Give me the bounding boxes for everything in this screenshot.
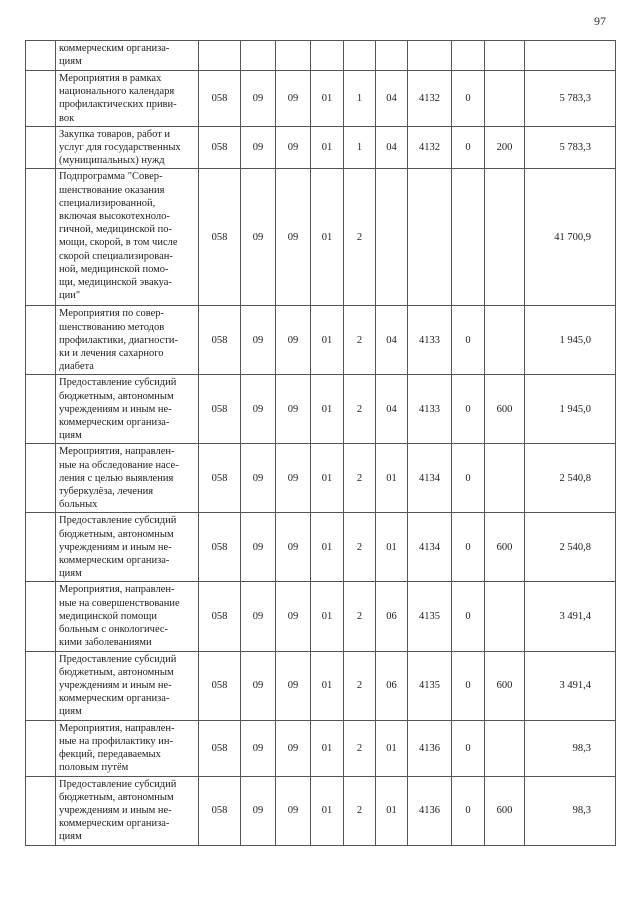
row-ved-code: 058 xyxy=(199,375,241,444)
row-amount: 1 945,0 xyxy=(525,375,616,444)
row-amount xyxy=(525,41,616,71)
table-row xyxy=(26,776,616,845)
row-program-code: 01 xyxy=(311,513,344,582)
row-direction-code xyxy=(408,169,452,306)
row-blank-cell xyxy=(26,169,56,306)
row-program-code: 01 xyxy=(311,126,344,169)
row-program-code: 01 xyxy=(311,651,344,720)
row-subprogram-code: 1 xyxy=(344,71,376,127)
row-subprogram-code xyxy=(344,41,376,71)
row-name: Предоставление субсидий бюджетным, автономным учреждениям и иным не- коммерческим организа- циям xyxy=(56,375,199,444)
row-name: Мероприятия в рамках национального календаря профилактических приви- вок xyxy=(56,71,199,127)
row-name: Предоставление субсидий бюджетным, автономным учреждениям и иным не- коммерческим организа- циям xyxy=(56,513,199,582)
row-name: Подпрограмма "Совер- шенствование оказания специализированной, включая высокотехноло- гичной, медицинской по- мощи, скорой, в том числе скорой специализирован- ной, медицинской помо- щи, медицинской эвакуа- ции" xyxy=(56,169,199,306)
row-direction-code: 4132 xyxy=(408,71,452,127)
row-expense-type-code: 600 xyxy=(485,776,525,845)
row-direction-code: 4132 xyxy=(408,126,452,169)
row-subprogram-code: 2 xyxy=(344,582,376,651)
row-amount: 5 783,3 xyxy=(525,126,616,169)
row-subsection-code: 09 xyxy=(276,720,311,776)
row-expense-type-code: 600 xyxy=(485,375,525,444)
row-event-code: 01 xyxy=(376,720,408,776)
row-ved-code: 058 xyxy=(199,776,241,845)
row-subsection-code: 09 xyxy=(276,375,311,444)
row-subprogram-code: 1 xyxy=(344,126,376,169)
page-number: 97 xyxy=(594,14,606,28)
row-blank-cell xyxy=(26,126,56,169)
row-expense-type-code: 600 xyxy=(485,651,525,720)
row-ved-code: 058 xyxy=(199,169,241,306)
row-expense-type-code: 200 xyxy=(485,126,525,169)
row-event-code: 01 xyxy=(376,444,408,513)
row-expense-type-code xyxy=(485,444,525,513)
row-amount: 5 783,3 xyxy=(525,71,616,127)
row-direction-code: 4136 xyxy=(408,776,452,845)
row-name: Закупка товаров, работ и услуг для государственных (муниципальных) нужд xyxy=(56,126,199,169)
row-section-code: 09 xyxy=(241,169,276,306)
table-row xyxy=(26,126,616,169)
row-amount: 98,3 xyxy=(525,720,616,776)
row-subprogram-code: 2 xyxy=(344,513,376,582)
table-row xyxy=(26,651,616,720)
row-subprogram-code: 2 xyxy=(344,375,376,444)
row-expense-type-code xyxy=(485,169,525,306)
row-target-code xyxy=(452,41,485,71)
row-program-code: 01 xyxy=(311,306,344,375)
row-target-code: 0 xyxy=(452,513,485,582)
row-ved-code: 058 xyxy=(199,720,241,776)
row-blank-cell xyxy=(26,776,56,845)
row-event-code: 04 xyxy=(376,71,408,127)
row-event-code: 04 xyxy=(376,306,408,375)
row-event-code: 01 xyxy=(376,513,408,582)
row-program-code: 01 xyxy=(311,375,344,444)
row-ved-code: 058 xyxy=(199,582,241,651)
row-blank-cell xyxy=(26,444,56,513)
row-section-code: 09 xyxy=(241,513,276,582)
row-name: Мероприятия по совер- шенствованию методов профилактики, диагности- ки и лечения сахарного диабета xyxy=(56,306,199,375)
row-target-code: 0 xyxy=(452,375,485,444)
row-amount: 1 945,0 xyxy=(525,306,616,375)
row-section-code: 09 xyxy=(241,306,276,375)
row-amount: 3 491,4 xyxy=(525,651,616,720)
row-section-code: 09 xyxy=(241,720,276,776)
row-section-code: 09 xyxy=(241,444,276,513)
row-ved-code: 058 xyxy=(199,71,241,127)
row-direction-code: 4135 xyxy=(408,651,452,720)
row-program-code: 01 xyxy=(311,582,344,651)
row-expense-type-code: 600 xyxy=(485,513,525,582)
row-subsection-code: 09 xyxy=(276,126,311,169)
row-amount: 41 700,9 xyxy=(525,169,616,306)
row-direction-code xyxy=(408,41,452,71)
table-row xyxy=(26,720,616,776)
row-subprogram-code: 2 xyxy=(344,169,376,306)
row-subsection-code: 09 xyxy=(276,306,311,375)
row-name: Мероприятия, направлен- ные на обследование насе- ления с целью выявления туберкулёза, лечения больных xyxy=(56,444,199,513)
table-row xyxy=(26,169,616,306)
row-subprogram-code: 2 xyxy=(344,306,376,375)
row-program-code: 01 xyxy=(311,720,344,776)
row-expense-type-code xyxy=(485,71,525,127)
row-ved-code xyxy=(199,41,241,71)
table-row xyxy=(26,513,616,582)
row-section-code: 09 xyxy=(241,582,276,651)
row-direction-code: 4133 xyxy=(408,375,452,444)
row-subsection-code: 09 xyxy=(276,71,311,127)
row-target-code: 0 xyxy=(452,776,485,845)
row-subprogram-code: 2 xyxy=(344,651,376,720)
row-expense-type-code xyxy=(485,582,525,651)
row-blank-cell xyxy=(26,513,56,582)
row-ved-code: 058 xyxy=(199,444,241,513)
row-target-code: 0 xyxy=(452,444,485,513)
row-blank-cell xyxy=(26,582,56,651)
row-target-code: 0 xyxy=(452,306,485,375)
row-expense-type-code xyxy=(485,720,525,776)
row-section-code: 09 xyxy=(241,651,276,720)
row-program-code xyxy=(311,41,344,71)
row-blank-cell xyxy=(26,651,56,720)
row-target-code: 0 xyxy=(452,582,485,651)
row-subsection-code: 09 xyxy=(276,513,311,582)
row-target-code: 0 xyxy=(452,71,485,127)
row-amount: 98,3 xyxy=(525,776,616,845)
row-subsection-code: 09 xyxy=(276,169,311,306)
row-program-code: 01 xyxy=(311,776,344,845)
row-subsection-code: 09 xyxy=(276,444,311,513)
row-expense-type-code xyxy=(485,41,525,71)
row-ved-code: 058 xyxy=(199,651,241,720)
row-ved-code: 058 xyxy=(199,306,241,375)
row-blank-cell xyxy=(26,720,56,776)
row-blank-cell xyxy=(26,375,56,444)
row-event-code: 06 xyxy=(376,651,408,720)
row-subsection-code: 09 xyxy=(276,582,311,651)
row-blank-cell xyxy=(26,41,56,71)
row-subprogram-code: 2 xyxy=(344,444,376,513)
budget-table xyxy=(25,40,616,846)
row-subprogram-code: 2 xyxy=(344,776,376,845)
row-name: Мероприятия, направлен- ные на профилактику ин- фекций, передаваемых половым путём xyxy=(56,720,199,776)
row-event-code xyxy=(376,41,408,71)
row-program-code: 01 xyxy=(311,71,344,127)
row-ved-code: 058 xyxy=(199,513,241,582)
row-event-code: 04 xyxy=(376,126,408,169)
row-target-code: 0 xyxy=(452,651,485,720)
row-event-code: 04 xyxy=(376,375,408,444)
row-name: Предоставление субсидий бюджетным, автономным учреждениям и иным не- коммерческим организа- циям xyxy=(56,776,199,845)
row-direction-code: 4133 xyxy=(408,306,452,375)
row-section-code: 09 xyxy=(241,776,276,845)
row-name: Предоставление субсидий бюджетным, автономным учреждениям и иным не- коммерческим организа- циям xyxy=(56,651,199,720)
row-direction-code: 4134 xyxy=(408,513,452,582)
row-subsection-code xyxy=(276,41,311,71)
row-subprogram-code: 2 xyxy=(344,720,376,776)
table-row xyxy=(26,71,616,127)
row-program-code: 01 xyxy=(311,444,344,513)
row-blank-cell xyxy=(26,306,56,375)
table-row xyxy=(26,582,616,651)
row-name: Мероприятия, направлен- ные на совершенствование медицинской помощи больным с онкологичес- кими заболеваниями xyxy=(56,582,199,651)
table-row xyxy=(26,41,616,71)
row-amount: 2 540,8 xyxy=(525,513,616,582)
row-subsection-code: 09 xyxy=(276,651,311,720)
row-amount: 3 491,4 xyxy=(525,582,616,651)
row-amount: 2 540,8 xyxy=(525,444,616,513)
table-row xyxy=(26,375,616,444)
row-section-code: 09 xyxy=(241,126,276,169)
row-target-code: 0 xyxy=(452,720,485,776)
row-blank-cell xyxy=(26,71,56,127)
row-section-code xyxy=(241,41,276,71)
row-name: коммерческим организа- циям xyxy=(56,41,199,71)
row-subsection-code: 09 xyxy=(276,776,311,845)
row-event-code xyxy=(376,169,408,306)
row-section-code: 09 xyxy=(241,375,276,444)
table-row xyxy=(26,306,616,375)
row-ved-code: 058 xyxy=(199,126,241,169)
table-row xyxy=(26,444,616,513)
row-event-code: 01 xyxy=(376,776,408,845)
row-expense-type-code xyxy=(485,306,525,375)
row-direction-code: 4134 xyxy=(408,444,452,513)
row-direction-code: 4136 xyxy=(408,720,452,776)
row-target-code xyxy=(452,169,485,306)
row-target-code: 0 xyxy=(452,126,485,169)
row-program-code: 01 xyxy=(311,169,344,306)
row-section-code: 09 xyxy=(241,71,276,127)
row-direction-code: 4135 xyxy=(408,582,452,651)
row-event-code: 06 xyxy=(376,582,408,651)
